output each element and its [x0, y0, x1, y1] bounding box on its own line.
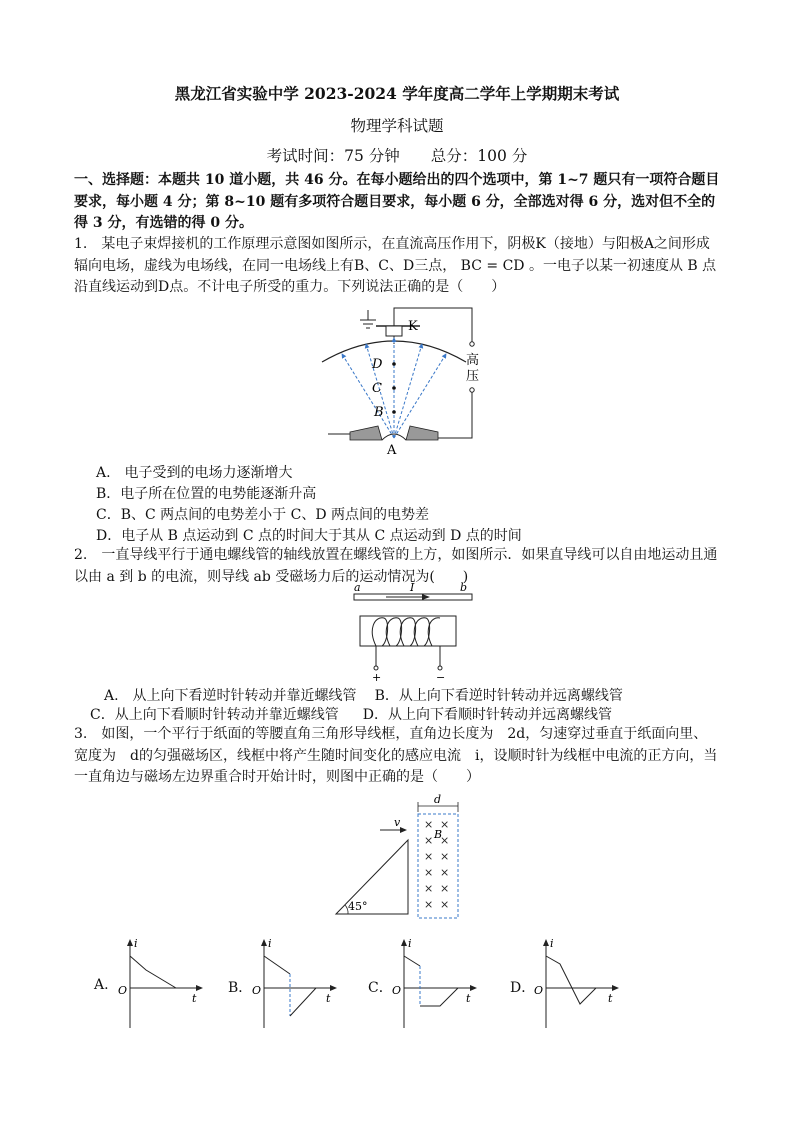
label-v: v: [394, 816, 401, 829]
svg-text:×: ×: [440, 882, 450, 895]
q1-option-b[interactable]: B．电子所在位置的电势能逐渐升高: [96, 486, 317, 502]
q2-option-d[interactable]: D．从上向下看顺时针转动并远离螺线管: [362, 707, 612, 723]
axis-i: i: [268, 937, 272, 950]
question-2-options: [90, 686, 623, 724]
axis-i: i: [408, 937, 412, 950]
axis-t: t: [466, 992, 471, 1005]
svg-text:×: ×: [424, 866, 434, 879]
svg-text:×: ×: [424, 898, 434, 911]
exam-info: 考试时间：75 分钟 总分：100 分: [266, 147, 528, 165]
axis-t: t: [192, 992, 197, 1005]
axis-i: i: [550, 937, 554, 950]
section-instructions: 一、选择题：本题共 10 道小题，共 46 分。在每小题给出的四个选项中，第 1~7 题只有一项符合题目要求，每小题 4 分；第 8~10 题有多项符合题目要求，每小题 6 分，全部选对得 6 分，选对但不全的得 3 分，有选错的得 0 分。: [74, 172, 720, 231]
svg-text:×: ×: [440, 834, 450, 847]
axis-o: O: [118, 984, 128, 997]
q1-option-c[interactable]: C．B、C 两点间的电势差小于 C、D 两点间的电势差: [96, 507, 429, 523]
question-1-options: [96, 463, 522, 547]
svg-text:×: ×: [440, 898, 450, 911]
label-voltage: 压: [466, 369, 480, 384]
svg-text:×: ×: [440, 818, 450, 831]
svg-text:×: ×: [424, 850, 434, 863]
question-2-stem: 2. 一直导线平行于通电螺线管的轴线放置在螺线管的上方，如图所示．如果直导线可以自由地运动且通以由 a 到 b 的电流，则导线 ab 受磁场力后的运动情况为( ): [74, 547, 718, 585]
axis-t: t: [608, 992, 613, 1005]
svg-text:×: ×: [440, 850, 450, 863]
q3-figure: [330, 794, 470, 920]
q2-option-b[interactable]: B．从上向下看逆时针转动并远离螺线管: [374, 688, 623, 704]
svg-text:×: ×: [440, 866, 450, 879]
label-a: A: [387, 443, 397, 458]
axis-o: O: [252, 984, 262, 997]
label-plus: +: [372, 671, 382, 682]
svg-text:×: ×: [424, 834, 434, 847]
graph-d-label[interactable]: D．: [510, 980, 536, 996]
label-b: B: [374, 405, 384, 420]
svg-text:×: ×: [424, 882, 434, 895]
graph-c-label[interactable]: C．: [368, 980, 393, 996]
graph-b-label[interactable]: B．: [228, 980, 253, 996]
label-k: K: [408, 319, 418, 334]
angle-label: 45°: [348, 900, 368, 913]
label-a: a: [354, 582, 361, 594]
graph-b: [248, 936, 338, 1030]
q1-option-d[interactable]: D．电子从 B 点运动到 C 点的时间大于其从 C 点运动到 D 点的时间: [96, 528, 522, 544]
label-d: d: [434, 794, 442, 806]
label-minus: −: [436, 671, 446, 682]
axis-i: i: [134, 937, 138, 950]
graph-c: [388, 936, 478, 1030]
ground-icon: [360, 310, 376, 328]
label-high: 高: [466, 353, 480, 368]
graph-a-label[interactable]: A.: [94, 977, 109, 993]
svg-text:×: ×: [424, 818, 434, 831]
graph-d: [530, 936, 620, 1030]
q2-option-c[interactable]: C．从上向下看顺时针转动并靠近螺线管: [90, 707, 339, 723]
label-d: D: [372, 357, 383, 372]
label-b: b: [460, 582, 468, 594]
label-c: C: [372, 381, 382, 396]
graph-a: [114, 936, 204, 1030]
triangle-frame: [336, 840, 408, 914]
label-i: I: [410, 582, 415, 594]
label-b: B: [434, 828, 443, 841]
anode: [328, 426, 438, 440]
q1-figure: [320, 300, 500, 460]
axis-o: O: [534, 984, 544, 997]
axis-o: O: [392, 984, 402, 997]
q2-option-a[interactable]: A. 从上向下看逆时针转动并靠近螺线管: [104, 688, 357, 704]
question-1-stem: 1. 某电子束焊接机的工作原理示意图如图所示，在直流高压作用下，阴极K（接地）与阳极A之间形成辐向电场，虚线为电场线，在同一电场线上有B、C、D三点， BC = CD 。一电子以某一初速度从 B 点沿直线运动到D点。不计电子所受的重力。下列说法正确的是（ ）: [74, 236, 717, 295]
q2-figure: [346, 582, 476, 682]
subject-title: 物理学科试题: [350, 117, 444, 135]
axis-t: t: [326, 992, 331, 1005]
question-3-stem: 3. 如图，一个平行于纸面的等腰直角三角形导线框，直角边长度为 2d，匀速穿过垂直于纸面向里、宽度为 d的匀强磁场区，线框中将产生随时间变化的感应电流 i，设顺时针为线框中电流的正方向，当一直角边与磁场左边界重合时开始计时，则图中正确的是（ ）: [74, 726, 718, 785]
exam-title: 黑龙江省实验中学 2023-2024 学年度高二学年上学期期末考试: [174, 84, 620, 103]
q1-option-a[interactable]: A. 电子受到的电场力逐渐增大: [96, 465, 293, 481]
